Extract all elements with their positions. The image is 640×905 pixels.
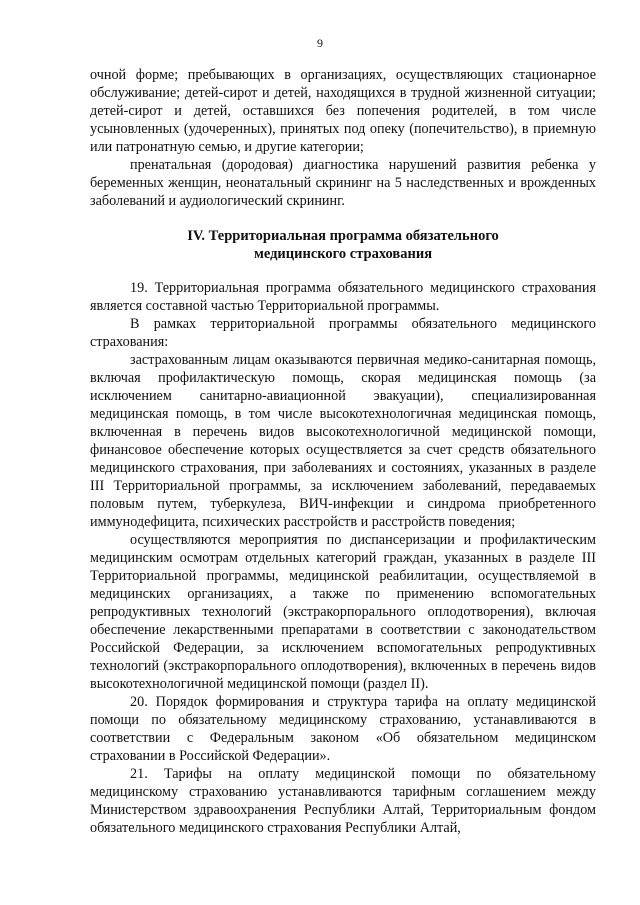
paragraph-prenatal: пренатальная (дородовая) диагностика нарушений развития ребенка у беременных женщин, неонатальный скрининг на 5 наследственных и врожденных заболеваний и аудиологический скрининг.: [90, 157, 596, 209]
document-body: [90, 66, 596, 837]
paragraph-19: 19. Территориальная программа обязательного медицинского страхования является составной частью Территориальной программы.: [90, 280, 596, 314]
paragraph-insured-persons: застрахованным лицам оказываются первичная медико-санитарная помощь, включая профилактическую помощь, скорая медицинская помощь (за исключением санитарно-авиационной эвакуации), специализированная медицинская помощь, в том числе высокотехнологичная медицинская помощь, включенная в перечень видов высокотехнологичной медицинской помощи, финансовое обеспечение которых осуществляется за счет средств обязательного медицинского страхования, при заболеваниях и состояниях, указанных в разделе III Территориальной программы, за исключением заболеваний, передаваемых половым путем, туберкулеза, ВИЧ-инфекции и синдрома приобретенного иммунодефицита, психических расстройств и расстройств поведения;: [90, 352, 596, 530]
paragraph-21: 21. Тарифы на оплату медицинской помощи по обязательному медицинскому страхованию устанавливаются тарифным соглашением между Министерством здравоохранения Республики Алтай, Территориальным фондом обязательного медицинского страхования Республики Алтай,: [90, 766, 596, 836]
paragraph-framework: В рамках территориальной программы обязательного медицинского страхования:: [90, 316, 596, 350]
section-heading: [90, 227, 596, 263]
section-heading-line-2: медицинского страхования: [253, 246, 433, 262]
paragraph-continuation: очной форме; пребывающих в организациях, осуществляющих стационарное обслуживание; детей-сирот и детей, находящихся в трудной жизненной ситуации; детей-сирот и детей, оставшихся без попечения родителей, в том числе усыновленных (удочеренных), принятых под опеку (попечительство), в приемную или патронатную семью, и другие категории;: [90, 67, 596, 155]
section-heading-line-1: IV. Территориальная программа обязательного: [187, 228, 499, 244]
paragraph-measures: осуществляются мероприятия по диспансеризации и профилактическим медицинским осмотрам отдельных категорий граждан, указанных в разделе III Территориальной программы, медицинской реабилитации, осуществляемой в медицинских организациях, а также по применению вспомогательных репродуктивных технологий (экстракорпорального оплодотворения), включая обеспечение лекарственными препаратами в соответствии с законодательством Российской Федерации, за исключением вспомогательных репродуктивных технологий (экстракорпорального оплодотворения), включенных в перечень видов высокотехнологичной медицинской помощи (раздел II).: [90, 532, 596, 692]
paragraph-20: 20. Порядок формирования и структура тарифа на оплату медицинской помощи по обязательному медицинскому страхованию, устанавливаются в соответствии с Федеральным законом «Об обязательном медицинском страховании в Российской Федерации».: [90, 694, 596, 764]
page-number: 9: [317, 36, 323, 50]
